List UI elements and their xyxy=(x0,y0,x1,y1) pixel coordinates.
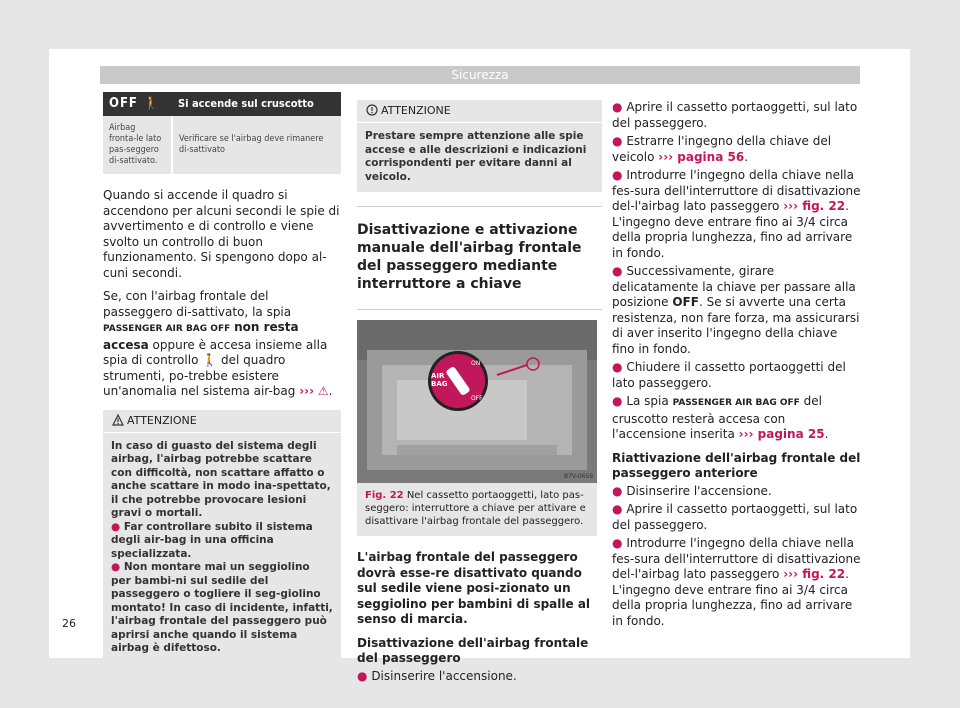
warning-bullet: ● Far controllare subito il sistema degli air-bag in una officina specializzata. xyxy=(111,520,313,560)
list-item: ● La spia PASSENGER AIR BAG OFF del cruscotto resterà accesa con l'accensione inserita ››› pagina 25. xyxy=(612,394,829,441)
glovebox-illustration xyxy=(357,320,597,483)
column-2 xyxy=(357,100,602,687)
page-link[interactable]: ››› pagina 25 xyxy=(738,427,825,441)
warning-triangle-icon xyxy=(112,414,124,426)
passenger-airbag-off-icon: PASSENGER AIR BAG OFF xyxy=(672,398,800,408)
list-item: ● Estrarre l'ingegno della chiave del veicolo ››› pagina 56. xyxy=(612,134,832,164)
list-item: ● Introdurre l'ingegno della chiave nella fes-sura dell'interruttore di disattivazione del-l'airbag lato passeggero ››› fig. 22. L'ingegno deve entrare fino ai 3/4 circa della propria lunghezza, fino ad arrivare in fondo. xyxy=(612,168,861,260)
notice-body: Prestare sempre attenzione alle spie accese e alle descrizioni e indicazioni corrispondenti per evitare danni al veicolo. xyxy=(365,130,587,183)
airbag-icon: 🚶 xyxy=(202,353,218,367)
figure-number: Fig. 22 xyxy=(365,490,404,501)
notice-title: ATTENZIONE xyxy=(381,104,451,117)
warning-header xyxy=(103,410,341,433)
warning-body: In caso di guasto del sistema degli airbag, l'airbag potrebbe scattare con difficoltà, non scattare affatto o anche scattare in modo ina-spettato, il che potrebbe provocare lesioni gravi o mortali. ● Far controllare subito il sistema degli air-bag in una officina specializzata. ● Non montare mai un seggiolino per bambi-ni sul sedile del passeggero o togliere il seg-giolino montato! In caso di incidente, infatti, l'airbag frontale del passeggero può aprirsi anche quando il sistema airbag è difettoso. xyxy=(111,439,333,654)
list-item: ● Chiudere il cassetto portaoggetti del lato passeggero. xyxy=(612,360,846,390)
warning-triangle-icon: ⚠ xyxy=(317,384,329,398)
figure xyxy=(357,309,602,536)
table-header-title: Si accende sul cruscotto xyxy=(172,92,341,116)
list-item: ● Disinserire l'accensione. xyxy=(612,483,772,498)
figure-link[interactable]: ››› fig. 22 xyxy=(783,199,846,213)
column-1 xyxy=(103,92,341,664)
passenger-airbag-off-icon: PASSENGER AIR BAG OFF xyxy=(103,324,231,334)
list-item: ● Aprire il cassetto portaoggetti, sul lato del passeggero. xyxy=(612,502,858,532)
paragraph-bold: L'airbag frontale del passeggero dovrà esse-re disattivato quando sul sedile viene posi-zionato un seggiolino per bambini di spalle al senso di marcia. xyxy=(357,550,591,626)
section-header: Sicurezza xyxy=(100,66,860,84)
list-item: ● Introdurre l'ingegno della chiave nella fes-sura dell'interruttore di disattivazione del-l'airbag lato passeggero ››› fig. 22. L'ingegno deve entrare fino ai 3/4 circa della propria lunghezza, fino ad arrivare in fondo. xyxy=(612,536,861,628)
notice-header xyxy=(357,100,602,123)
info-circle-icon xyxy=(366,104,378,116)
glovebox-photo xyxy=(357,320,597,483)
paragraph-warning-light: Se, con l'airbag frontale del passeggero di-sattivato, la spia PASSENGER AIR BAG OFF non resta accesa oppure è accesa insieme alla spia di controllo 🚶 del quadro strumenti, po-trebbe esistere un'anomalia nel sistema air-bag ››› ⚠. xyxy=(103,289,333,398)
list-item: ● Aprire il cassetto portaoggetti, sul lato del passeggero. xyxy=(612,100,858,130)
subheading-reactivation: Riattivazione dell'airbag frontale del passeggero anteriore xyxy=(612,450,861,480)
subheading-deactivation: Disattivazione dell'airbag frontale del passeggero xyxy=(357,635,589,665)
column-3 xyxy=(612,100,862,632)
figure-link[interactable]: ››› fig. 22 xyxy=(783,567,846,581)
list-item: ● Successivamente, girare delicatamente la chiave per passare alla posizione OFF. Se si avverte una certa resistenza, non fare forza, ma assicurarsi di aver inserito l'ingegno della chiave fino in fondo. xyxy=(612,264,860,356)
warning-bullet: ● Non montare mai un seggiolino per bambi-ni sul sedile del passeggero o togliere il seg-giolino montato! In caso di incidente, infatti, l'airbag frontale del passeggero può aprirsi anche quando il sistema airbag è difettoso. xyxy=(111,561,333,654)
table-cell-condition: Airbag fronta-le lato pas-seggero di-sattivato. xyxy=(103,116,172,174)
table-cell-action: Verificare se l'airbag deve rimanere di-sattivato xyxy=(172,116,341,174)
paragraph-intro: Quando si accende il quadro si accendono per alcuni secondi le spie di avvertimento e di controllo e viene svolto un controllo di buon funzionamento. Si spengono dopo al-cuni secondi. xyxy=(103,188,340,280)
section-heading: Disattivazione e attivazione manuale dell'airbag frontale del passeggero mediante interruttore a chiave xyxy=(357,206,602,293)
svg-text:OFF: OFF xyxy=(471,395,483,402)
svg-text:ON: ON xyxy=(471,360,481,367)
figure-caption: Fig. 22 Nel cassetto portaoggetti, lato pas-seggero: interruttore a chiave per attivare e disattivare l'airbag frontale del passeggero. xyxy=(357,483,597,536)
warning-box xyxy=(103,410,341,664)
list-item: ● Disinserire l'accensione. xyxy=(357,668,517,683)
page-link[interactable]: ››› pagina 56 xyxy=(658,149,745,164)
page-number: 26 xyxy=(62,617,76,630)
indicator-table xyxy=(103,92,341,174)
warning-title: ATTENZIONE xyxy=(127,413,197,427)
link-arrow[interactable]: ››› xyxy=(299,384,315,398)
airbag-off-icon: OFF 🚶 xyxy=(103,92,172,116)
svg-text:BAG: BAG xyxy=(431,380,448,388)
svg-text:B7V-0659: B7V-0659 xyxy=(564,473,594,480)
svg-text:AIR: AIR xyxy=(431,372,445,380)
notice-box xyxy=(357,100,602,192)
